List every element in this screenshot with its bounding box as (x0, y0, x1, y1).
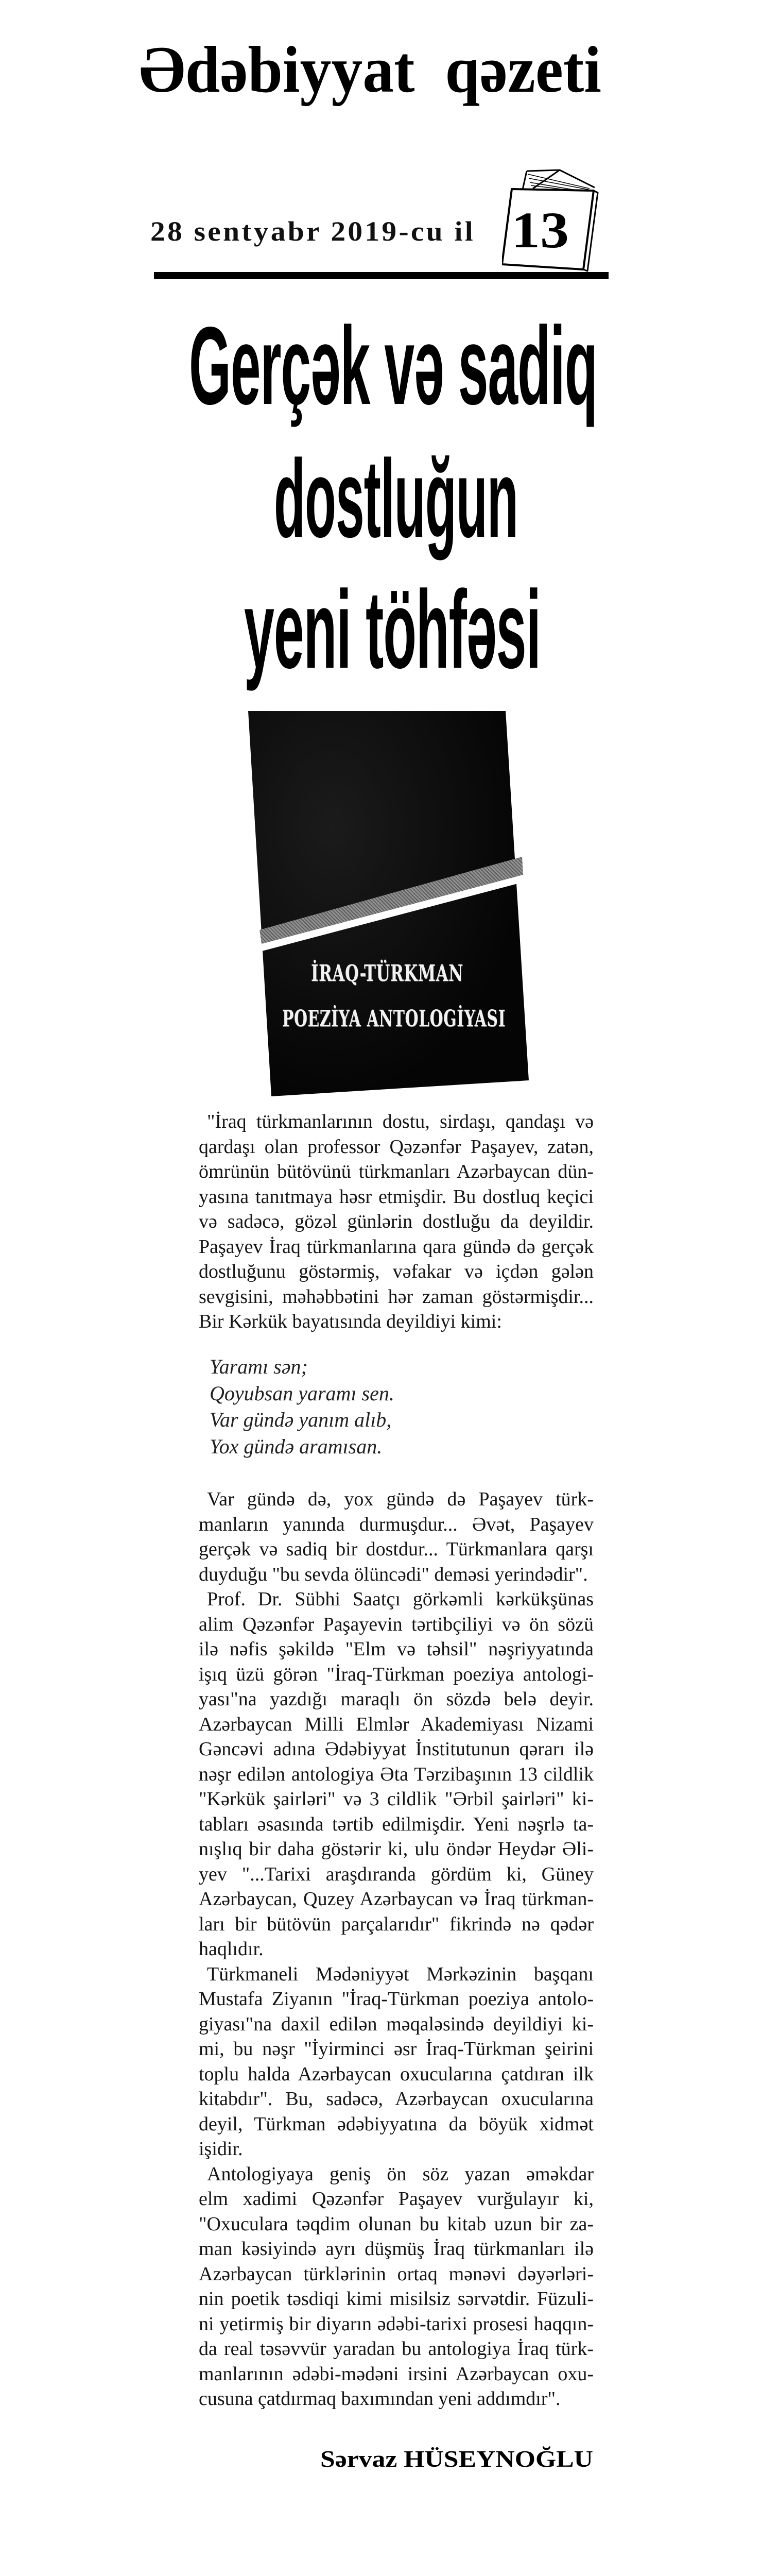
text-line-content: mi, bu nəşr "İyirminci əsr İraq-Türkman şeirini (199, 2038, 594, 2060)
text-line (199, 2187, 594, 2212)
headline-line-1 (189, 304, 762, 428)
text-line-content: duyduğu "bu sevda ölüncədi" deməsi yerindədir". (199, 1563, 588, 1585)
text-line (199, 1887, 594, 1912)
text-line (199, 2162, 594, 2187)
newspaper-title (139, 31, 626, 108)
text-line-content: dostluğunu göstərmiş, vəfakar və içdən gələn (199, 1261, 594, 1282)
author-name: Sərvaz HÜSEYNOĞLU (320, 2446, 593, 2472)
poem-line: Yaramı sən; (210, 1355, 308, 1378)
text-line (199, 1687, 594, 1712)
text-line (199, 2236, 594, 2262)
book-cover-title-line-2 (282, 1007, 614, 1031)
text-line-content: "İraq türkmanlarının dostu, sirdaşı, qandaşı və (207, 1111, 594, 1132)
text-line (199, 1134, 594, 1160)
text-line (199, 1987, 594, 2012)
book-cover-title-text: POEZİYA ANTOLOGİYASI (282, 1006, 506, 1032)
newspaper-title-text: Ədəbiyyat qəzeti (139, 33, 601, 106)
headline-text: Gerçək və sadiq (189, 303, 597, 428)
text-line (199, 2137, 594, 2162)
text-line (199, 2012, 594, 2037)
text-line-content: işıq üzü görən "İraq-Türkman poeziya antologi- (199, 1663, 594, 1685)
text-line (199, 1587, 594, 1612)
text-line (199, 1159, 594, 1184)
text-line-content: yası"na yazdığı maraqlı ön sözdə belə deyir. (199, 1688, 594, 1710)
text-line-content: yasına tanıtmaya həsr etmişdir. Bu dostluq keçici (199, 1185, 594, 1208)
book-page-number-icon (502, 169, 600, 272)
text-line (199, 2112, 594, 2137)
text-line-content: ları bir bütövün parçalarıdır" fikrində nə qədər (199, 1913, 594, 1935)
text-line-content: Prof. Dr. Sübhi Saatçı görkəmli kərkükşünas (207, 1588, 594, 1610)
text-line-content: Antologiyaya geniş ön söz yazan əməkdar (207, 2163, 594, 2185)
headline-text: dostluğun (274, 436, 518, 561)
text-line (199, 2312, 594, 2337)
text-line-content: ilə nəfis şəkildə "Elm və təhsil" nəşriyyatında (199, 1638, 594, 1660)
text-line-content: da real təsəvvür yaradan bu antologiya İraq türk- (199, 2338, 594, 2360)
book-cover-image (248, 711, 529, 1097)
issue-date (150, 215, 475, 247)
text-line-content: toplu halda Azərbaycan oxucularına çatdıran ilk (199, 2063, 594, 2085)
text-line-content: "Kərkük şairləri" və 3 cildlik "Ərbil şairləri" ki- (199, 1788, 594, 1810)
text-line (199, 2286, 594, 2312)
text-line (199, 1712, 594, 1737)
text-line-content: Azərbaycan, Quzey Azərbaycan və İraq türkman- (199, 1888, 594, 1910)
text-line (199, 1487, 594, 1512)
text-line (199, 1284, 594, 1310)
poem-quote (210, 1353, 394, 1460)
headline-line-3 (244, 568, 762, 691)
text-line-content: nin poetik təsdiqi kimi misilsiz sərvətdir. Füzuli- (199, 2288, 594, 2310)
text-line-content: kitabdır". Bu, sadəcə, Azərbaycan oxucularına (199, 2088, 594, 2110)
headline-line-2 (274, 437, 762, 561)
text-line-content: Mustafa Ziyanın "İraq-Türkman poeziya antolo- (199, 1988, 594, 2010)
text-line (199, 1562, 594, 1587)
text-line-content: alim Qəzənfər Paşayevin tərtibçiliyi və ön sözü (199, 1613, 594, 1635)
text-line (199, 2362, 594, 2387)
book-cover-title-line-1 (311, 962, 529, 986)
poem-line: Yox gündə aramısan. (210, 1434, 383, 1458)
text-line (199, 1762, 594, 1787)
text-line-content: tabları əsasında tərtib edilmişdir. Yeni nəşrlə ta- (199, 1813, 594, 1835)
text-line-content: işidir. (199, 2138, 243, 2160)
book-cover-title-text: İRAQ-TÜRKMAN (311, 960, 463, 987)
headline-text: yeni töhfəsi (244, 567, 541, 691)
text-line-content: sevgisini, məhəbbətini hər zaman göstərmişdir... (199, 1285, 594, 1308)
poem-line: Var gündə yanım alıb, (210, 1408, 392, 1431)
author-signature (320, 2445, 593, 2473)
text-line (199, 1234, 594, 1260)
text-line (199, 1787, 594, 1812)
text-line (199, 2087, 594, 2112)
text-line (199, 1812, 594, 1837)
text-line (199, 1512, 594, 1537)
text-line-content: "Oxuculara təqdim olunan bu kitab uzun bir za- (199, 2213, 594, 2235)
text-line-content: Paşayev İraq türkmanlarına qara gündə də gerçək (199, 1235, 594, 1258)
text-line-content: Türkmaneli Mədəniyyət Mərkəzinin başqanı (207, 1963, 594, 1985)
text-line (199, 1637, 594, 1662)
text-line (199, 1737, 594, 1762)
text-line-content: Azərbaycan Milli Elmlər Akademiyası Nizami (199, 1713, 594, 1735)
text-line-content: manların yanında durmuşdur... Əvət, Paşayev (199, 1513, 594, 1535)
text-line (199, 2386, 594, 2412)
text-line-content: ni yetirmiş bir diyarın ədəbi-tarixi prosesi haqqın- (199, 2313, 594, 2335)
text-line (199, 2062, 594, 2087)
text-line-content: cusuna çatdırmaq baxımından yeni addımdır". (199, 2388, 561, 2410)
text-line (199, 2336, 594, 2362)
text-line-content: Azərbaycan türklərinin ortaq mənəvi dəyərləri- (199, 2263, 594, 2285)
masthead-divider (154, 272, 609, 279)
text-line-content: gerçək və sadiq bir dostdur... Türkmanlara qarşı (199, 1538, 594, 1560)
article-body (199, 1487, 594, 2412)
issue-date-text: 28 sentyabr 2019-cu il (150, 216, 475, 247)
text-line (199, 2212, 594, 2237)
text-line-content: Gəncəvi adına Ədəbiyyat İnstitutunun qərarı ilə (199, 1738, 594, 1760)
text-line (199, 1837, 594, 1862)
text-line-content: nışlıq bir daha göstərir ki, ulu öndər Heydər Əli- (199, 1838, 594, 1860)
text-line (199, 1912, 594, 1937)
text-line (199, 1537, 594, 1562)
text-line (199, 2037, 594, 2062)
text-line-content: manlarının ədəbi-mədəni irsini Azərbaycan oxu- (199, 2363, 594, 2385)
text-line (199, 1184, 594, 1210)
text-line (199, 1612, 594, 1637)
text-line-content: yev "...Tarixi araşdıranda gördüm ki, Güney (199, 1863, 594, 1885)
text-line (199, 1662, 594, 1687)
text-line-content: deyil, Türkman ədəbiyyatına da böyük xidmət (199, 2113, 594, 2135)
text-line-content: ömrünün bütövünü türkmanları Azərbaycan dün- (199, 1161, 594, 1182)
text-line (199, 1962, 594, 1987)
text-line-content: giyası"na daxil edilən məqaləsində deyildiyi ki- (199, 2013, 594, 2035)
text-line-content: elm xadimi Qəzənfər Paşayev vurğulayır ki, (199, 2188, 594, 2210)
text-line (199, 1209, 594, 1234)
text-line (199, 1259, 594, 1284)
page-number: 13 (511, 201, 569, 259)
text-line (199, 1937, 594, 1962)
text-line-content: man kəsiyində ayrı düşmüş İraq türkmanları ilə (199, 2238, 594, 2260)
text-line-content: və sadəcə, gözəl günlərin dostluğu da deyildir. (199, 1211, 594, 1232)
poem-line: Qoyubsan yaramı sen. (210, 1381, 394, 1405)
text-line (199, 1309, 594, 1334)
text-line-content: nəşr edilən antologiya Əta Tərzibaşının 13 cildlik (199, 1763, 594, 1785)
text-line-content: qardaşı olan professor Qəzənfər Paşayev, zatən, (199, 1136, 594, 1158)
text-line (199, 2262, 594, 2287)
text-line (199, 1109, 594, 1134)
text-line-content: Var gündə də, yox gündə də Paşayev türk- (207, 1488, 594, 1510)
text-line-content: Bir Kərkük bayatısında deyildiyi kimi: (199, 1311, 502, 1332)
text-line-content: haqlıdır. (199, 1938, 264, 1960)
intro-paragraph (199, 1109, 594, 1334)
text-line (199, 1862, 594, 1887)
